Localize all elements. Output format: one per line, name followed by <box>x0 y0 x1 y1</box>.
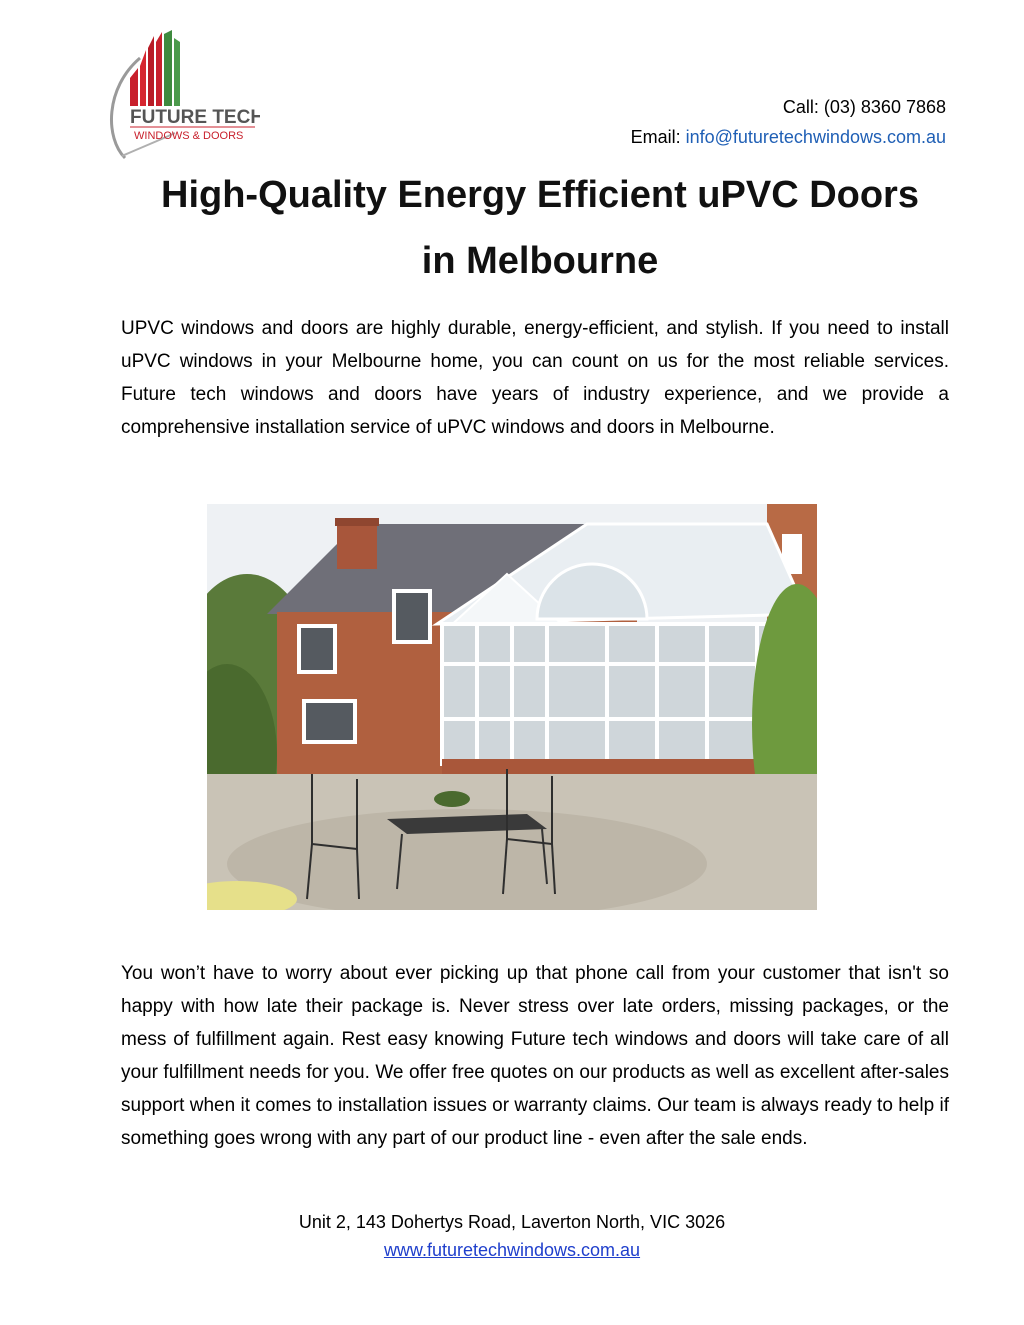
page-footer <box>0 1208 1024 1264</box>
contact-block <box>631 92 946 152</box>
title-line-1: High-Quality Energy Efficient uPVC Doors <box>161 174 919 216</box>
logo-text-line1: FUTURE TECH <box>130 107 260 128</box>
intro-paragraph: UPVC windows and doors are highly durable, energy-efficient, and stylish. If you need to install uPVC windows in your Melbourne home, you can count on us for the most reliable services. Future tech windows and doors have years of industry experience, and we provide a comprehensive installation service of uPVC windows and doors in Melbourne. <box>121 318 949 438</box>
logo-text-line2: WINDOWS & DOORS <box>134 130 244 142</box>
email-line <box>631 122 946 152</box>
email-link[interactable]: info@futuretechwindows.com.au <box>685 127 946 147</box>
logo-graphic <box>100 28 260 163</box>
footer-address: Unit 2, 143 Dohertys Road, Laverton North, VIC 3026 <box>298 1212 726 1232</box>
email-label: Email: <box>630 127 686 147</box>
company-logo <box>100 28 260 163</box>
title-line-2: in Melbourne <box>421 240 659 282</box>
footer-website-link[interactable]: www.futuretechwindows.com.au <box>383 1240 641 1260</box>
phone-line: Call: (03) 8360 7868 <box>782 97 946 117</box>
page-title <box>100 162 980 294</box>
house-conservatory-photo <box>207 504 817 910</box>
service-paragraph: You won’t have to worry about ever picking up that phone call from your customer that isn't so happy with how late their package is. Never stress over late orders, missing packages, or the mess of fulfillment again. Rest easy knowing Future tech windows and doors will take care of all your fulfillment needs for you. We offer free quotes on our products as well as excellent after-sales support when it comes to installation issues or warranty claims. Our team is always ready to help if something goes wrong with any part of our product line - even after the sale ends. <box>121 963 949 1149</box>
